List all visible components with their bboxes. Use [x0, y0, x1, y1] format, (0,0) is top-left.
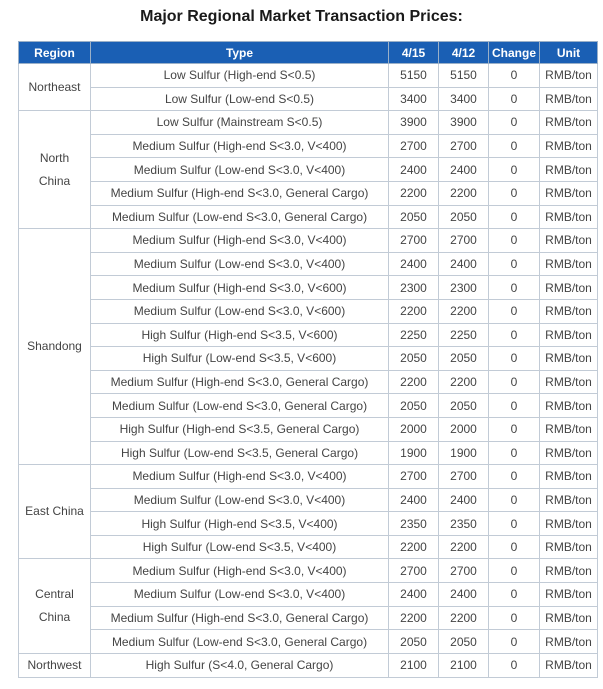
- price-cell-date-2: 2050: [439, 205, 489, 229]
- change-cell: 0: [489, 394, 540, 418]
- type-cell: Medium Sulfur (High-end S<3.0, V<400): [91, 134, 389, 158]
- change-cell: 0: [489, 630, 540, 654]
- region-cell: East China: [19, 465, 91, 559]
- price-cell-date-1: 2100: [389, 653, 439, 677]
- table-row: [19, 323, 598, 347]
- change-cell: 0: [489, 181, 540, 205]
- table-row: [19, 441, 598, 465]
- table-row: [19, 559, 598, 583]
- type-cell: Medium Sulfur (Low-end S<3.0, V<600): [91, 299, 389, 323]
- type-cell: Medium Sulfur (High-end S<3.0, V<400): [91, 465, 389, 489]
- table-row: [19, 87, 598, 111]
- price-cell-date-1: 2250: [389, 323, 439, 347]
- unit-cell: RMB/ton: [540, 488, 598, 512]
- price-cell-date-2: 2250: [439, 323, 489, 347]
- price-cell-date-2: 2100: [439, 653, 489, 677]
- type-cell: High Sulfur (Low-end S<3.5, General Cargo): [91, 441, 389, 465]
- table-row: [19, 229, 598, 253]
- column-header-change: Change: [489, 42, 540, 64]
- type-cell: High Sulfur (S<4.0, General Cargo): [91, 653, 389, 677]
- price-cell-date-1: 2200: [389, 606, 439, 630]
- change-cell: 0: [489, 370, 540, 394]
- price-cell-date-1: 2400: [389, 252, 439, 276]
- type-cell: High Sulfur (Low-end S<3.5, V<400): [91, 535, 389, 559]
- change-cell: 0: [489, 583, 540, 607]
- change-cell: 0: [489, 252, 540, 276]
- type-cell: Medium Sulfur (High-end S<3.0, General Cargo): [91, 606, 389, 630]
- unit-cell: RMB/ton: [540, 417, 598, 441]
- unit-cell: RMB/ton: [540, 630, 598, 654]
- table-row: [19, 512, 598, 536]
- type-cell: Medium Sulfur (High-end S<3.0, V<400): [91, 559, 389, 583]
- unit-cell: RMB/ton: [540, 606, 598, 630]
- type-cell: High Sulfur (High-end S<3.5, V<400): [91, 512, 389, 536]
- change-cell: 0: [489, 229, 540, 253]
- price-cell-date-1: 2400: [389, 158, 439, 182]
- table-row: [19, 347, 598, 371]
- price-cell-date-1: 2050: [389, 630, 439, 654]
- type-cell: Medium Sulfur (High-end S<3.0, V<600): [91, 276, 389, 300]
- table-row: [19, 299, 598, 323]
- unit-cell: RMB/ton: [540, 512, 598, 536]
- price-cell-date-1: 2300: [389, 276, 439, 300]
- region-cell: Shandong: [19, 229, 91, 465]
- type-cell: Medium Sulfur (High-end S<3.0, V<400): [91, 229, 389, 253]
- change-cell: 0: [489, 323, 540, 347]
- unit-cell: RMB/ton: [540, 441, 598, 465]
- price-cell-date-1: 2200: [389, 535, 439, 559]
- type-cell: Medium Sulfur (Low-end S<3.0, V<400): [91, 252, 389, 276]
- column-header-date-1: 4/15: [389, 42, 439, 64]
- price-cell-date-1: 2050: [389, 394, 439, 418]
- price-cell-date-2: 2200: [439, 606, 489, 630]
- type-cell: Low Sulfur (High-end S<0.5): [91, 64, 389, 88]
- unit-cell: RMB/ton: [540, 181, 598, 205]
- price-cell-date-2: 2050: [439, 347, 489, 371]
- price-cell-date-2: 2700: [439, 134, 489, 158]
- change-cell: 0: [489, 87, 540, 111]
- price-cell-date-2: 2700: [439, 229, 489, 253]
- table-row: [19, 630, 598, 654]
- region-cell: Northeast: [19, 64, 91, 111]
- change-cell: 0: [489, 205, 540, 229]
- price-cell-date-1: 2350: [389, 512, 439, 536]
- region-cell: Northwest: [19, 653, 91, 677]
- price-cell-date-1: 2050: [389, 347, 439, 371]
- unit-cell: RMB/ton: [540, 134, 598, 158]
- type-cell: Medium Sulfur (Low-end S<3.0, V<400): [91, 488, 389, 512]
- price-cell-date-1: 3400: [389, 87, 439, 111]
- column-header-region: Region: [19, 42, 91, 64]
- price-cell-date-2: 3400: [439, 87, 489, 111]
- price-cell-date-1: 2200: [389, 370, 439, 394]
- unit-cell: RMB/ton: [540, 394, 598, 418]
- price-cell-date-2: 2400: [439, 583, 489, 607]
- price-cell-date-1: 2700: [389, 465, 439, 489]
- price-cell-date-1: 2200: [389, 181, 439, 205]
- table-row: [19, 252, 598, 276]
- price-cell-date-2: 2050: [439, 630, 489, 654]
- table-row: [19, 417, 598, 441]
- column-header-type: Type: [91, 42, 389, 64]
- price-cell-date-2: 1900: [439, 441, 489, 465]
- price-cell-date-1: 2200: [389, 299, 439, 323]
- table-row: [19, 205, 598, 229]
- price-cell-date-1: 2700: [389, 559, 439, 583]
- unit-cell: RMB/ton: [540, 653, 598, 677]
- price-cell-date-2: 2400: [439, 488, 489, 512]
- price-table: [18, 41, 598, 678]
- price-cell-date-2: 2000: [439, 417, 489, 441]
- type-cell: High Sulfur (High-end S<3.5, V<600): [91, 323, 389, 347]
- type-cell: Medium Sulfur (Low-end S<3.0, V<400): [91, 158, 389, 182]
- type-cell: High Sulfur (Low-end S<3.5, V<600): [91, 347, 389, 371]
- table-row: [19, 653, 598, 677]
- table-row: [19, 583, 598, 607]
- price-cell-date-1: 2400: [389, 583, 439, 607]
- price-cell-date-1: 2700: [389, 134, 439, 158]
- unit-cell: RMB/ton: [540, 252, 598, 276]
- type-cell: Medium Sulfur (High-end S<3.0, General Cargo): [91, 370, 389, 394]
- region-cell: Central China: [19, 559, 91, 653]
- unit-cell: RMB/ton: [540, 370, 598, 394]
- type-cell: Low Sulfur (Mainstream S<0.5): [91, 111, 389, 135]
- price-cell-date-2: 2300: [439, 276, 489, 300]
- unit-cell: RMB/ton: [540, 276, 598, 300]
- column-header-date-2: 4/12: [439, 42, 489, 64]
- region-cell: North China: [19, 111, 91, 229]
- type-cell: Medium Sulfur (High-end S<3.0, General Cargo): [91, 181, 389, 205]
- type-cell: Medium Sulfur (Low-end S<3.0, General Cargo): [91, 394, 389, 418]
- type-cell: High Sulfur (High-end S<3.5, General Cargo): [91, 417, 389, 441]
- table-row: [19, 370, 598, 394]
- table-row: [19, 276, 598, 300]
- unit-cell: RMB/ton: [540, 347, 598, 371]
- price-cell-date-2: 2200: [439, 535, 489, 559]
- price-cell-date-2: 2700: [439, 465, 489, 489]
- price-cell-date-2: 2200: [439, 370, 489, 394]
- change-cell: 0: [489, 441, 540, 465]
- price-cell-date-1: 2400: [389, 488, 439, 512]
- price-cell-date-2: 2700: [439, 559, 489, 583]
- unit-cell: RMB/ton: [540, 64, 598, 88]
- header-row: [19, 42, 598, 64]
- unit-cell: RMB/ton: [540, 323, 598, 347]
- table-row: [19, 606, 598, 630]
- change-cell: 0: [489, 606, 540, 630]
- price-cell-date-2: 2200: [439, 299, 489, 323]
- price-cell-date-1: 2700: [389, 229, 439, 253]
- change-cell: 0: [489, 64, 540, 88]
- price-cell-date-1: 2000: [389, 417, 439, 441]
- change-cell: 0: [489, 276, 540, 300]
- change-cell: 0: [489, 488, 540, 512]
- price-cell-date-2: 2400: [439, 252, 489, 276]
- price-cell-date-1: 1900: [389, 441, 439, 465]
- type-cell: Medium Sulfur (Low-end S<3.0, V<400): [91, 583, 389, 607]
- change-cell: 0: [489, 158, 540, 182]
- page-title: Major Regional Market Transaction Prices:: [140, 8, 463, 25]
- type-cell: Medium Sulfur (Low-end S<3.0, General Cargo): [91, 630, 389, 654]
- price-cell-date-2: 2350: [439, 512, 489, 536]
- change-cell: 0: [489, 465, 540, 489]
- column-header-unit: Unit: [540, 42, 598, 64]
- price-cell-date-2: 2050: [439, 394, 489, 418]
- price-cell-date-1: 5150: [389, 64, 439, 88]
- table-row: [19, 488, 598, 512]
- change-cell: 0: [489, 299, 540, 323]
- unit-cell: RMB/ton: [540, 583, 598, 607]
- change-cell: 0: [489, 653, 540, 677]
- table-row: [19, 134, 598, 158]
- table-body: [19, 64, 598, 678]
- price-cell-date-2: 5150: [439, 64, 489, 88]
- table-row: [19, 394, 598, 418]
- change-cell: 0: [489, 134, 540, 158]
- price-cell-date-1: 2050: [389, 205, 439, 229]
- price-cell-date-2: 3900: [439, 111, 489, 135]
- unit-cell: RMB/ton: [540, 465, 598, 489]
- table-row: [19, 465, 598, 489]
- table-row: [19, 181, 598, 205]
- table-row: [19, 111, 598, 135]
- change-cell: 0: [489, 512, 540, 536]
- unit-cell: RMB/ton: [540, 158, 598, 182]
- type-cell: Medium Sulfur (Low-end S<3.0, General Cargo): [91, 205, 389, 229]
- unit-cell: RMB/ton: [540, 87, 598, 111]
- table-row: [19, 535, 598, 559]
- unit-cell: RMB/ton: [540, 299, 598, 323]
- change-cell: 0: [489, 559, 540, 583]
- table-row: [19, 64, 598, 88]
- table-row: [19, 158, 598, 182]
- unit-cell: RMB/ton: [540, 111, 598, 135]
- change-cell: 0: [489, 111, 540, 135]
- price-cell-date-2: 2400: [439, 158, 489, 182]
- unit-cell: RMB/ton: [540, 559, 598, 583]
- price-cell-date-2: 2200: [439, 181, 489, 205]
- type-cell: Low Sulfur (Low-end S<0.5): [91, 87, 389, 111]
- unit-cell: RMB/ton: [540, 229, 598, 253]
- unit-cell: RMB/ton: [540, 535, 598, 559]
- change-cell: 0: [489, 535, 540, 559]
- change-cell: 0: [489, 347, 540, 371]
- price-cell-date-1: 3900: [389, 111, 439, 135]
- change-cell: 0: [489, 417, 540, 441]
- unit-cell: RMB/ton: [540, 205, 598, 229]
